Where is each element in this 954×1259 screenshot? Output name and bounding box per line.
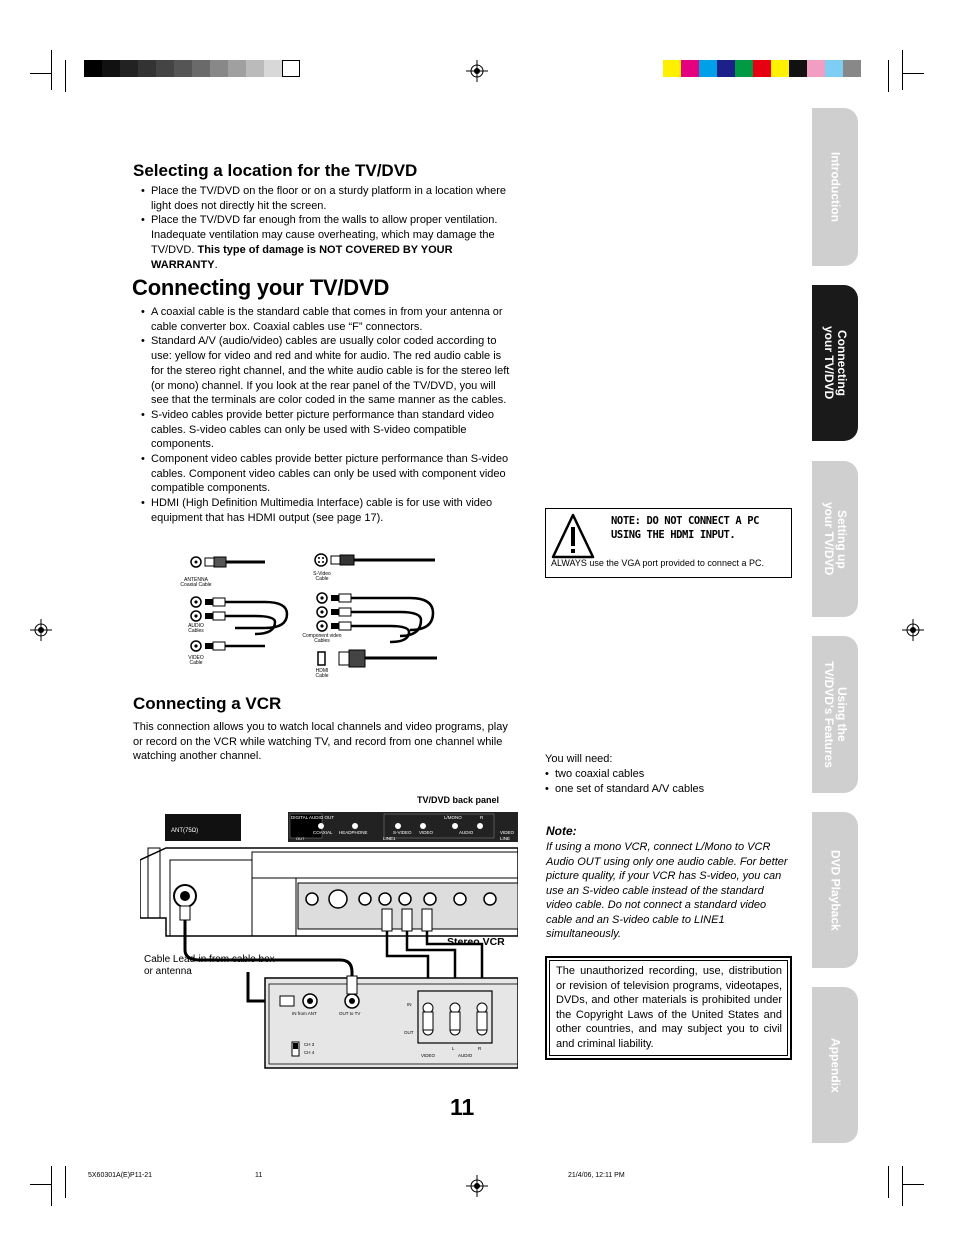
label-out: OUT [296, 836, 305, 841]
label-line-right: LINE [500, 836, 511, 841]
list-item: • Component video cables provide better picture performance than S-video cables. Component video cables can only be used with component video compatible components. [133, 452, 515, 496]
list-item: • A coaxial cable is the standard cable that comes in from your antenna or cable converter box. Coaxial cables use “F” connectors. [133, 305, 515, 334]
hdmi-cable-icon [318, 650, 437, 667]
connecting-bullets [133, 305, 515, 526]
label-vcr-out: OUT [404, 1030, 414, 1035]
grayscale-bar [84, 60, 300, 77]
registration-mark-top [466, 60, 488, 82]
label-r-jack: R [480, 815, 484, 820]
label-cable-lead: Cable Lead-in from cable box or antenna [144, 954, 275, 977]
label-headphone: HEADPHONE [339, 830, 368, 835]
tab-using-features[interactable]: Using the TV/DVD's Features [812, 636, 858, 793]
location-bullets [133, 184, 513, 272]
list-item: • two coaxial cables [545, 768, 645, 780]
label-coaxial: COAXIAL [313, 830, 333, 835]
note-label: Note: [546, 824, 577, 838]
label-antenna-cable: ANTENNA Coaxial Cable [180, 577, 212, 588]
note-text: If using a mono VCR, connect L/Mono to VCR Audio OUT using only one audio cable. For better picture quality, if your VCR has S-video, you can use an S-video cable instead of the standard video cable. Do not connect a standard video cable and an S-video cable to LINE1 simultaneously. [546, 841, 788, 940]
copyright-box [545, 956, 792, 1060]
heading-connecting-vcr: Connecting a VCR [133, 694, 282, 713]
registration-mark-bottom [466, 1175, 488, 1197]
label-vcr-video: VIDEO [421, 1053, 436, 1058]
vcr-description: This connection allows you to watch local channels and video programs, play or record on the VCR while watching TV, and record from one channel while watching another channel. [133, 721, 508, 762]
you-will-need [545, 752, 785, 797]
label-vcr-l: L [452, 1046, 455, 1051]
list-item: • HDMI (High Definition Multimedia Interface) cable is for use with video equipment that has HDMI output (see page 17). [133, 496, 515, 525]
footer-file: 5X60301A(E)P11-21 [88, 1172, 153, 1179]
list-item: • one set of standard A/V cables [545, 783, 705, 795]
list-item: • Place the TV/DVD far enough from the walls to allow proper ventilation. Inadequate ventilation may cause overheating, which may damage the TV/DVD. This type of damage is NOT COVERED BY YOUR WARRANTY. [133, 213, 513, 272]
label-ant: ANT(75Ω) [171, 828, 199, 834]
list-item: • S-video cables provide better picture performance than standard video cables. S-video cables can only be used with S-video compatible components. [133, 408, 515, 452]
label-vcr-audio: AUDIO [458, 1053, 473, 1058]
label-stereo-vcr: Stereo VCR [447, 936, 505, 948]
footer-date: 21/4/06, 12:11 PM [568, 1172, 625, 1179]
label-svideo-jack: S-VIDEO [393, 830, 412, 835]
hdmi-note-text: ALWAYS use the VGA port provided to connect a PC. [551, 558, 764, 568]
hdmi-note-title: NOTE: DO NOT CONNECT A PC USING THE HDMI INPUT. [611, 515, 760, 541]
need-intro: You will need: [545, 753, 613, 765]
tab-dvd-playback[interactable]: DVD Playback [812, 812, 858, 968]
label-line1: LINE1 [383, 836, 396, 841]
label-in-from-ant: IN from ANT [292, 1011, 317, 1016]
label-out-to-tv: OUT to TV [339, 1011, 361, 1016]
hdmi-pc-note-box [545, 508, 792, 578]
label-audio-cables: AUDIO Cables [188, 623, 204, 634]
s-video-cable-icon [315, 554, 435, 566]
cable-illustrations [175, 548, 445, 683]
label-vcr-r: R [478, 1046, 482, 1051]
color-bar [663, 60, 861, 77]
heading-selecting-location: Selecting a location for the TV/DVD [133, 161, 418, 180]
registration-mark-right [902, 619, 924, 641]
list-item: • Place the TV/DVD on the floor or on a sturdy platform in a location where light does not directly hit the screen. [133, 184, 513, 213]
label-hdmi-cable: HDMI Cable [315, 668, 329, 679]
tab-introduction[interactable]: Introduction [812, 108, 858, 266]
footer-page: 11 [255, 1172, 263, 1179]
copyright-text: The unauthorized recording, use, distribution or revision of television programs, videotapes, DVDs, and other materials is prohibited under the Copyright Laws of the United States and other countries, and may subject you to civil and criminal liability. [556, 965, 782, 1050]
label-lmono-jack: L/MONO [444, 815, 462, 820]
label-video-cable: VIDEO Cable [188, 655, 204, 666]
tab-appendix[interactable]: Appendix [812, 987, 858, 1143]
label-video-jack: VIDEO [419, 830, 434, 835]
list-item: • Standard A/V (audio/video) cables are usually color coded according to use: yellow for video and red and white for audio. The red audio cable is for the stereo right channel, and the white audio cable is for the stereo left (or mono) channel. If you look at the rear panel of the TV/DVD, you will see that the terminals are color coded in the same manner as the cables. [133, 334, 515, 408]
warranty-warning: This type of damage is NOT COVERED BY YOUR WARRANTY [151, 243, 453, 271]
label-component-cables: Component video Cables [302, 633, 342, 644]
label-s-video-cable: S-Video Cable [313, 571, 331, 582]
label-audio-jack: AUDIO [459, 830, 474, 835]
label-ch4: CH 4 [304, 1050, 315, 1055]
label-ch3: CH 3 [304, 1042, 315, 1047]
page-number: 11 [450, 1094, 475, 1120]
label-digital-audio: DIGITAL AUDIO OUT [291, 815, 335, 820]
label-back-panel: TV/DVD back panel [417, 795, 500, 805]
label-vcr-in: IN [407, 1002, 412, 1007]
label-video-right: VIDEO [500, 830, 515, 835]
page-title: Connecting your TV/DVD [132, 275, 390, 300]
registration-mark-left [30, 619, 52, 641]
warning-icon [551, 513, 595, 559]
video-cable-icon [191, 641, 265, 651]
antenna-coax-cable-icon [191, 557, 265, 567]
tab-setting-up-your-tv-dvd[interactable]: Setting up your TV/DVD [812, 461, 858, 617]
tab-connecting-your-tv-dvd[interactable]: Connecting your TV/DVD [812, 285, 858, 441]
